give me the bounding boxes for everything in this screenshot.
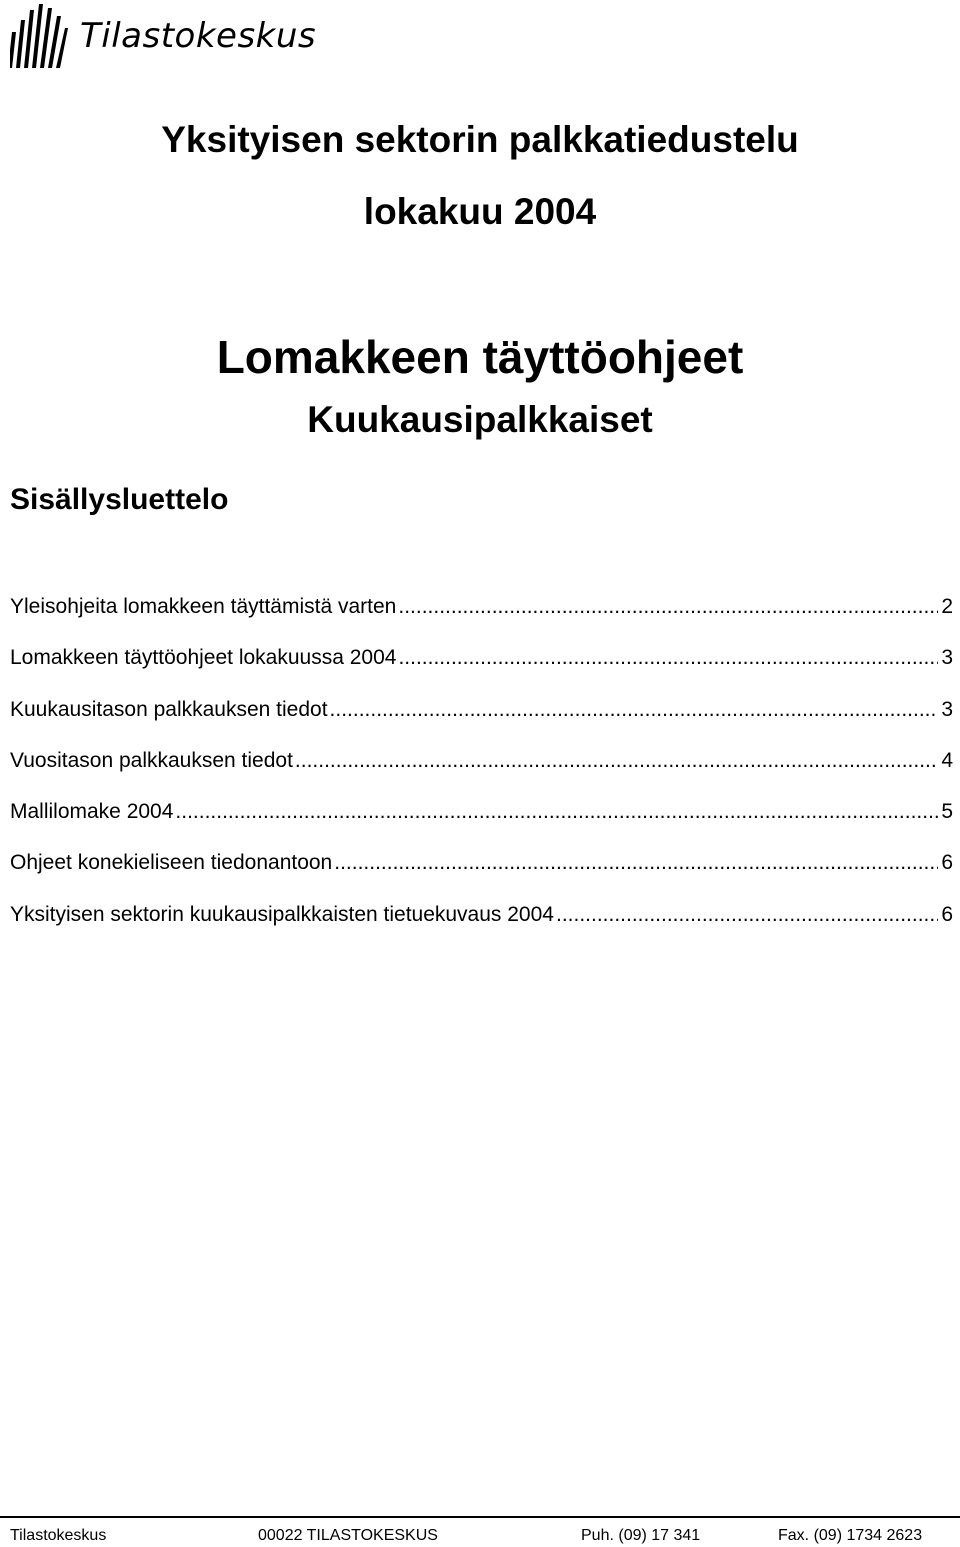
table-of-contents xyxy=(10,591,953,950)
toc-entry-label: Kuukausitason palkkauksen tiedot xyxy=(10,697,328,721)
tilastokeskus-logo xyxy=(10,2,317,70)
toc-dot-leader xyxy=(334,847,938,879)
footer-divider xyxy=(0,1516,960,1518)
toc-entry-label: Mallilomake 2004 xyxy=(10,800,174,824)
footer-postal-address: 00022 TILASTOKESKUS xyxy=(258,1527,438,1544)
toc-dot-leader xyxy=(398,642,938,674)
toc-entry[interactable] xyxy=(10,591,953,642)
toc-entry[interactable] xyxy=(10,847,953,898)
toc-entry-page: 4 xyxy=(941,748,953,772)
toc-dot-leader xyxy=(398,591,938,623)
footer-phone: Puh. (09) 17 341 xyxy=(581,1527,701,1544)
toc-entry[interactable] xyxy=(10,745,953,796)
toc-entry-page: 3 xyxy=(941,697,953,721)
toc-entry-page: 6 xyxy=(941,851,953,875)
document-title: Yksityisen sektorin palkkatiedustelu xyxy=(161,119,799,160)
toc-entry-label: Vuositason palkkauksen tiedot xyxy=(10,748,293,772)
logo-wordmark: Tilastokeskus xyxy=(80,16,317,56)
document-period: lokakuu 2004 xyxy=(363,191,597,232)
toc-entry[interactable] xyxy=(10,642,953,693)
toc-entry-label: Lomakkeen täyttöohjeet lokakuussa 2004 xyxy=(10,646,397,670)
footer-organization: Tilastokeskus xyxy=(10,1527,107,1544)
toc-dot-leader xyxy=(330,694,939,726)
toc-entry-label: Yksityisen sektorin kuukausipalkkaisten tietuekuvaus 2004 xyxy=(10,902,554,926)
toc-entry-label: Ohjeet konekieliseen tiedonantoon xyxy=(10,851,333,875)
instructions-heading: Lomakkeen täyttöohjeet xyxy=(216,331,744,383)
tilastokeskus-logo-icon xyxy=(10,2,68,70)
toc-entry[interactable] xyxy=(10,796,953,847)
toc-entry-label: Yleisohjeita lomakkeen täyttämistä varten xyxy=(10,595,397,618)
toc-entry-page: 2 xyxy=(941,595,953,618)
instructions-subheading: Kuukausipalkkaiset xyxy=(307,399,653,440)
toc-entry[interactable] xyxy=(10,899,953,950)
toc-entry-page: 3 xyxy=(941,646,953,670)
toc-entry[interactable] xyxy=(10,694,953,745)
footer-fax: Fax. (09) 1734 2623 xyxy=(778,1527,923,1544)
toc-heading: Sisällysluettelo xyxy=(10,483,229,516)
toc-dot-leader xyxy=(556,899,938,931)
toc-entry-page: 5 xyxy=(941,800,953,824)
toc-dot-leader xyxy=(295,745,938,777)
toc-dot-leader xyxy=(175,796,938,828)
toc-entry-page: 6 xyxy=(941,902,953,926)
